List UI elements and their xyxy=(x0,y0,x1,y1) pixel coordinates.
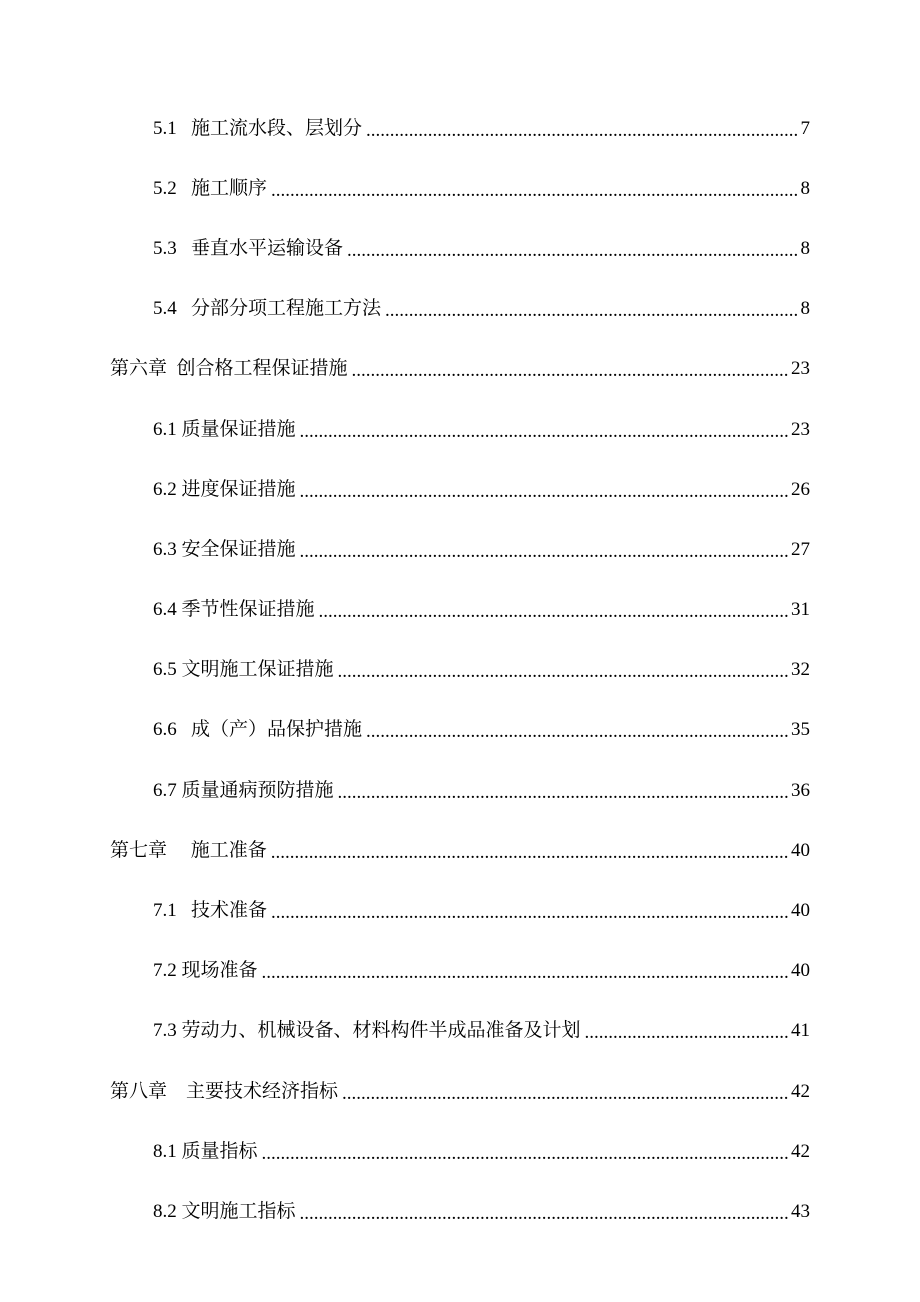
toc-entry-page: 41 xyxy=(791,1020,810,1042)
toc-dot-leader xyxy=(385,301,798,320)
toc-entry-number: 8.2 xyxy=(153,1200,182,1222)
toc-entry-number: 8.1 xyxy=(153,1140,182,1162)
toc-entry[interactable] xyxy=(0,760,920,820)
toc-chapter-entry[interactable] xyxy=(0,1061,920,1121)
toc-entry[interactable] xyxy=(0,1121,920,1181)
toc-dot-leader xyxy=(338,662,789,681)
toc-entry-page: 40 xyxy=(791,839,810,861)
toc-entry[interactable] xyxy=(0,519,920,579)
table-of-contents xyxy=(0,98,920,1242)
toc-dot-leader xyxy=(300,1204,789,1223)
toc-chapter-number: 第八章 xyxy=(110,1080,187,1102)
toc-entry-number: 6.2 xyxy=(153,478,182,500)
toc-entry-number: 5.4 xyxy=(153,298,191,320)
toc-dot-leader xyxy=(262,963,789,982)
toc-entry-page: 26 xyxy=(791,478,810,500)
toc-entry[interactable] xyxy=(0,640,920,700)
toc-dot-leader xyxy=(338,783,789,802)
toc-entry-title: 施工顺序 xyxy=(191,177,268,199)
toc-entry-page: 40 xyxy=(791,900,810,922)
toc-entry-title: 季节性保证措施 xyxy=(181,599,315,621)
toc-entry-number: 7.1 xyxy=(153,900,191,922)
toc-dot-leader xyxy=(585,1023,789,1042)
toc-chapter-entry[interactable] xyxy=(0,339,920,399)
toc-dot-leader xyxy=(300,542,789,561)
toc-entry[interactable] xyxy=(0,580,920,640)
toc-entry-title: 质量保证措施 xyxy=(181,418,296,440)
toc-entry-number: 5.1 xyxy=(153,117,191,139)
toc-chapter-title: 创合格工程保证措施 xyxy=(176,358,348,380)
toc-dot-leader xyxy=(271,181,798,200)
toc-entry-number: 6.6 xyxy=(153,719,191,741)
toc-dot-leader xyxy=(352,361,789,380)
toc-entry-page: 40 xyxy=(791,960,810,982)
toc-entry-number: 7.2 xyxy=(153,960,182,982)
toc-chapter-entry[interactable] xyxy=(0,820,920,880)
toc-entry-title: 劳动力、机械设备、材料构件半成品准备及计划 xyxy=(181,1020,581,1042)
toc-entry-title: 质量通病预防措施 xyxy=(181,779,334,801)
toc-dot-leader xyxy=(300,482,789,501)
toc-dot-leader xyxy=(262,1144,789,1163)
toc-entry-title: 成（产）品保护措施 xyxy=(191,719,363,741)
toc-dot-leader xyxy=(271,843,789,862)
toc-entry-page: 27 xyxy=(791,538,810,560)
toc-chapter-number: 第六章 xyxy=(110,358,177,380)
toc-entry-page: 35 xyxy=(791,719,810,741)
toc-entry[interactable] xyxy=(0,279,920,339)
toc-entry-number: 5.2 xyxy=(153,177,191,199)
toc-entry[interactable] xyxy=(0,700,920,760)
toc-chapter-title: 施工准备 xyxy=(190,839,267,861)
toc-entry-title: 文明施工保证措施 xyxy=(181,659,334,681)
toc-entry-page: 8 xyxy=(800,177,810,199)
toc-entry-number: 5.3 xyxy=(153,237,191,259)
toc-entry-page: 32 xyxy=(791,659,810,681)
toc-entry-number: 6.5 xyxy=(153,659,182,681)
toc-entry-number: 6.3 xyxy=(153,538,182,560)
toc-entry[interactable] xyxy=(0,941,920,1001)
toc-entry-page: 43 xyxy=(791,1200,810,1222)
toc-entry-page: 23 xyxy=(791,418,810,440)
toc-entry[interactable] xyxy=(0,1181,920,1241)
toc-dot-leader xyxy=(319,602,789,621)
toc-entry-title: 安全保证措施 xyxy=(181,538,296,560)
toc-entry-page: 31 xyxy=(791,599,810,621)
toc-chapter-number: 第七章 xyxy=(110,839,191,861)
toc-entry[interactable] xyxy=(0,880,920,940)
toc-dot-leader xyxy=(366,722,789,741)
toc-entry-page: 42 xyxy=(791,1140,810,1162)
toc-entry-number: 6.4 xyxy=(153,599,182,621)
toc-entry-page: 8 xyxy=(800,237,810,259)
toc-entry-title: 质量指标 xyxy=(181,1140,258,1162)
toc-entry-number: 7.3 xyxy=(153,1020,182,1042)
toc-entry-title: 技术准备 xyxy=(191,900,268,922)
toc-entry-number: 6.1 xyxy=(153,418,182,440)
toc-entry[interactable] xyxy=(0,218,920,278)
toc-entry[interactable] xyxy=(0,459,920,519)
toc-entry-page: 8 xyxy=(800,298,810,320)
toc-entry-title: 进度保证措施 xyxy=(181,478,296,500)
toc-entry-title: 垂直水平运输设备 xyxy=(191,237,344,259)
toc-entry-number: 6.7 xyxy=(153,779,182,801)
toc-entry-page: 23 xyxy=(791,358,810,380)
toc-entry[interactable] xyxy=(0,1001,920,1061)
toc-dot-leader xyxy=(342,1084,789,1103)
toc-entry-title: 分部分项工程施工方法 xyxy=(191,298,382,320)
toc-entry-page: 36 xyxy=(791,779,810,801)
toc-dot-leader xyxy=(366,121,798,140)
toc-entry-title: 文明施工指标 xyxy=(181,1200,296,1222)
toc-dot-leader xyxy=(271,903,789,922)
toc-entry[interactable] xyxy=(0,158,920,218)
toc-entry-title: 施工流水段、层划分 xyxy=(191,117,363,139)
toc-chapter-title: 主要技术经济指标 xyxy=(186,1080,339,1102)
toc-entry[interactable] xyxy=(0,98,920,158)
toc-dot-leader xyxy=(347,241,798,260)
toc-dot-leader xyxy=(300,422,789,441)
toc-entry-title: 现场准备 xyxy=(181,960,258,982)
toc-entry-page: 42 xyxy=(791,1080,810,1102)
toc-entry[interactable] xyxy=(0,399,920,459)
toc-entry-page: 7 xyxy=(800,117,810,139)
